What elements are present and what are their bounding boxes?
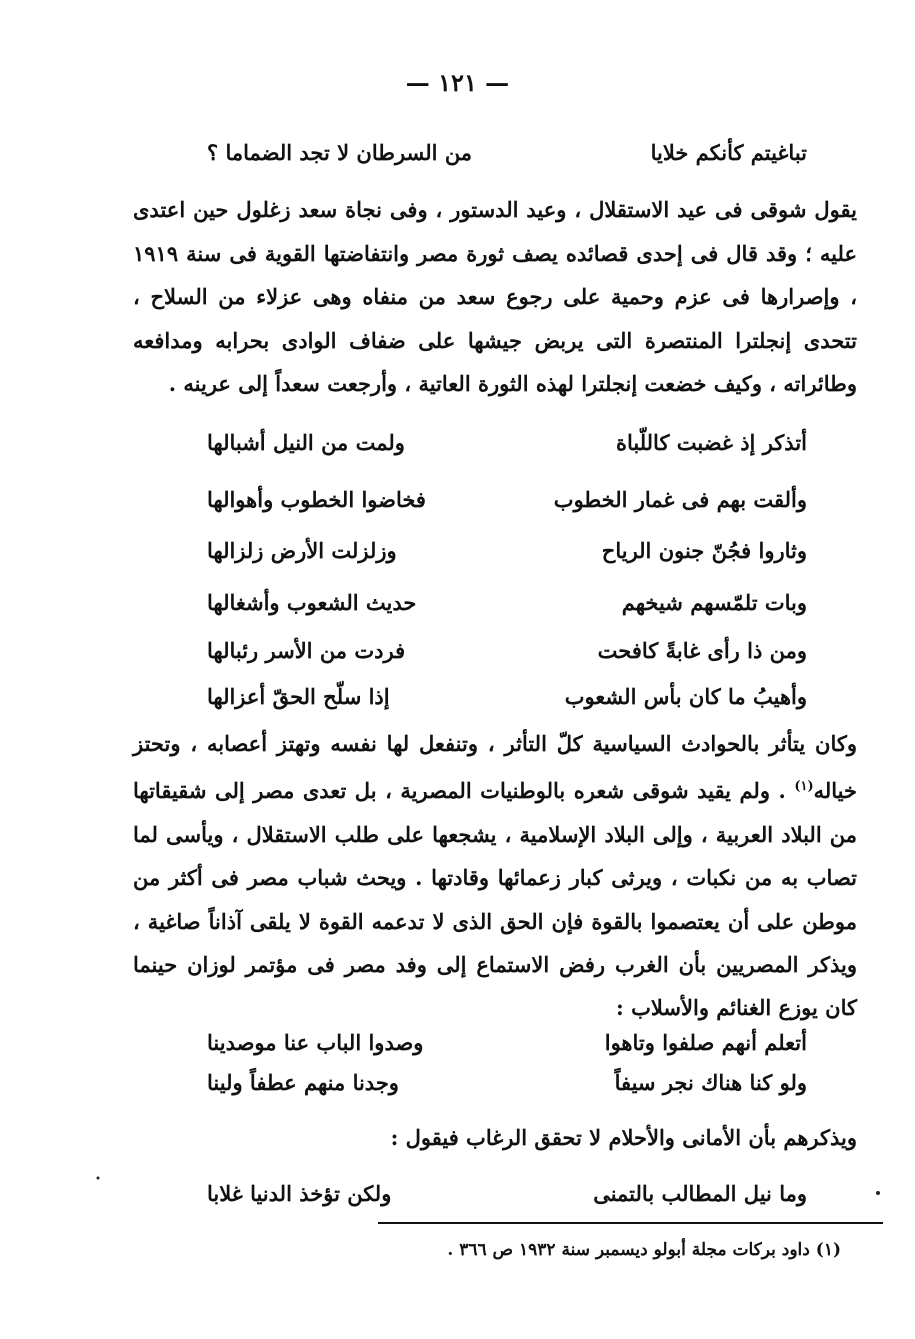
paragraph-2-rest: . ولم يقيد شوقى شعره بالوطنيات المصرية ، بل تعدى مصر إلى شقيقاتها من البلاد العربية ، وإلى البلاد الإسلامية ، يشجعها على طلب الاستقلال ، ويأسى لما تصاب به من نكبات ، ويرثى كبار زعمائها وقادتها . ويحث شباب مصر فى أكثر من موطن على أن يعتصموا بالقوة فإن الحق الذى لا تدعمه القوة لا يلقى آذاناً صاغية ، ويذكر المصريين بأن الغرب رفض الاستماع إلى وفد مصر فى مؤتمر لوزان حينما كان يوزع الغنائم والأسلاب : [133, 778, 857, 1021]
poem-1-line [207, 479, 807, 519]
paragraph-1-text: يقول شوقى فى عيد الاستقلال ، وعيد الدستور ، وفى نجاة سعد زغلول حين اعتدى عليه ؛ وقد قال فى إحدى قصائده يصف ثورة مصر وانتفاضتها القوية فى سنة ١٩١٩ ، وإصرارها فى عزم وحمية على رجوع سعد من منفاه وهى عزلاء من السلاح ، تتحدى إنجلترا المنتصرة التى يربض جيشها على ضفاف الوادى بحرابه ومدافعه وطائراته ، وكيف خضعت إنجلترا لهذه الثورة العاتية ، وأرجعت سعداً إلى عرينه . [133, 197, 857, 396]
hemistich-second: وزلزلت الأرض زلزالها [207, 537, 397, 563]
paragraph-2-start: وكان يتأثر بالحوادث السياسية كلّ التأثر ، وتنفعل لها نفسه وتهتز أعصابه ، وتحتز خياله [133, 731, 857, 804]
poem-3-intro: ويذكرهم بأن الأمانى والأحلام لا تحقق الرغاب فيقول : [390, 1125, 857, 1150]
speck [97, 1177, 100, 1180]
hemistich-first: تباغيتم كأنكم خلايا [650, 139, 807, 165]
hemistich-second: فردت من الأسر رئبالها [207, 637, 406, 663]
paragraph-2-text [133, 722, 857, 1030]
hemistich-first: ومن ذا رأى غابةً كافحت [597, 637, 807, 663]
hemistich-second: ولمت من النيل أشبالها [207, 429, 405, 455]
paragraph-2 [133, 722, 857, 1030]
poem-2-line [207, 1022, 807, 1062]
poem-1-line [207, 530, 807, 570]
poem-1-line [207, 676, 807, 716]
hemistich-second: إذا سلّح الحقّ أعزالها [207, 683, 390, 709]
opening-verse [207, 132, 807, 172]
hemistich-first: ولو كنا هناك نجر سيفاً [614, 1069, 807, 1095]
poem-3-line [207, 1173, 807, 1213]
hemistich-first: أتذكر إذ غضبت كاللّباة [615, 429, 807, 455]
poem-1-line [207, 630, 807, 670]
footnote-divider [378, 1222, 883, 1224]
hemistich-second: وصدوا الباب عنا موصدينا [207, 1029, 424, 1055]
hemistich-second: وجدنا منهم عطفاً ولينا [207, 1069, 399, 1095]
speck [876, 1191, 880, 1195]
footnote-reference: (١) [794, 779, 814, 795]
hemistich-first: وثاروا فجُنّ جنون الرياح [601, 537, 807, 563]
hemistich-first: أتعلم أنهم صلفوا وتاهوا [604, 1029, 807, 1055]
hemistich-first: وأهيبُ ما كان بأس الشعوب [564, 683, 807, 709]
paragraph-1 [133, 188, 857, 406]
poem-1-line [207, 422, 807, 462]
hemistich-first: وبات تلمّسهم شيخهم [621, 589, 807, 615]
page-number: — ١٢١ — [405, 68, 510, 97]
poem-2-line [207, 1062, 807, 1102]
hemistich-second: فخاضوا الخطوب وأهوالها [207, 486, 426, 512]
footnote: (١) داود بركات مجلة أبولو ديسمبر سنة ١٩٣٢ ص ٣٦٦ . [447, 1240, 841, 1260]
poem-1-line [207, 582, 807, 622]
hemistich-first: وما نيل المطالب بالتمنى [593, 1180, 807, 1206]
hemistich-first: وألقت بهم فى غمار الخطوب [553, 486, 807, 512]
hemistich-second: من السرطان لا تجد الضماما ؟ [207, 139, 473, 165]
hemistich-second: حديث الشعوب وأشغالها [207, 589, 417, 615]
hemistich-second: ولكن تؤخذ الدنيا غلابا [207, 1180, 392, 1206]
